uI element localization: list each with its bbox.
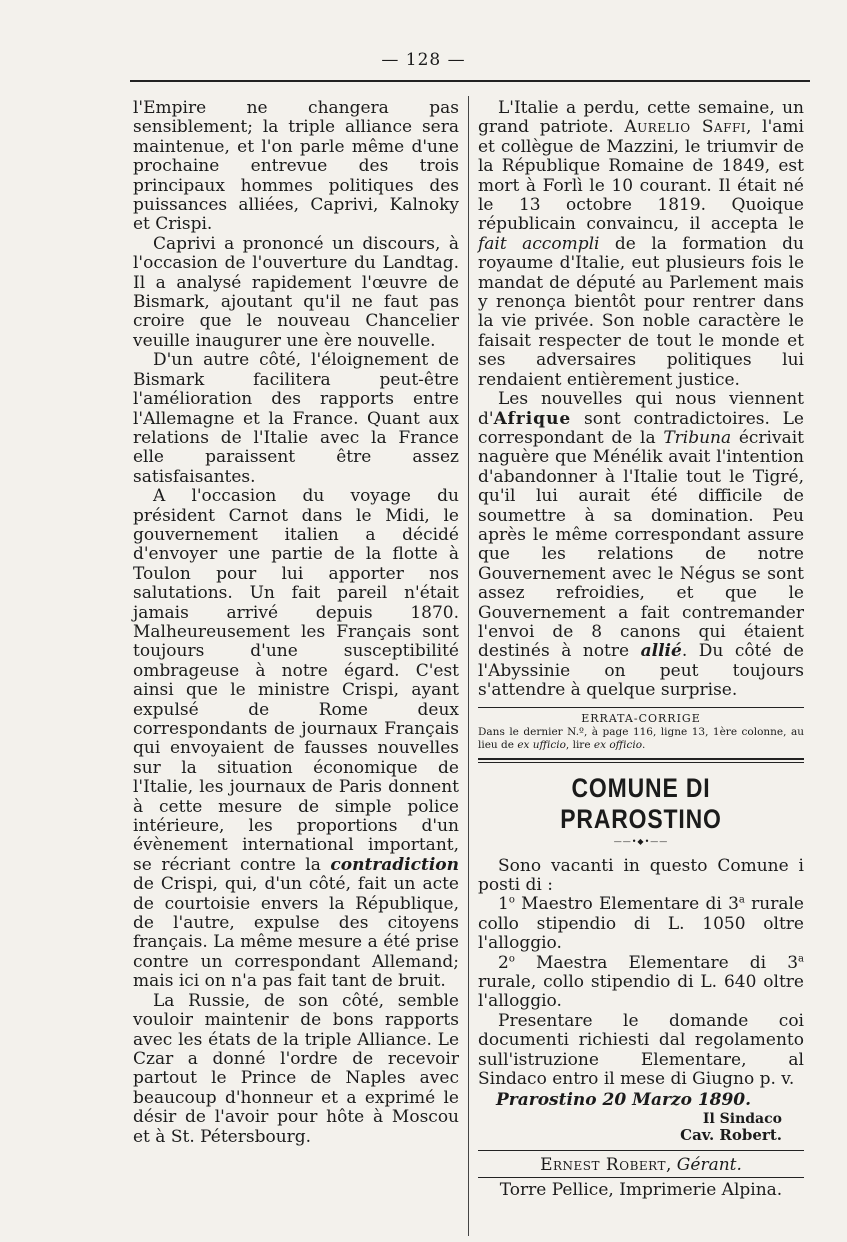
- divider: [478, 1177, 804, 1178]
- notice-intro: Sono vacanti in questo Comune i posti di :: [478, 855, 804, 895]
- paragraph-saffi: [478, 99, 804, 390]
- person-name: Aurelio Saffi: [624, 117, 747, 138]
- text-run: de la formation du royaume d'Italie, eut plusieurs fois le mandat de député au Parlement mais y renonça bientôt pour rentrer dans la vie privée. Son noble caractère le faisait respecter de tout le monde et ses adversaires politiques lui rendaient entièrement justice.: [478, 233, 805, 390]
- italic-term: fait accompli: [478, 233, 600, 254]
- italic-term: ex ufficio: [517, 738, 566, 751]
- printer-line: Torre Pellice, Imprimerie Alpina.: [499, 1179, 783, 1200]
- text-run: . Du côté de l'Abyssinie on peut toujours s'attendre à quelque surprise.: [478, 641, 804, 701]
- text-run: Dans le dernier N.º, à page 116, ligne 13, 1ère colonne, au lieu de: [478, 725, 804, 751]
- superscript: o: [508, 952, 515, 964]
- paragraph-afrique: [478, 390, 804, 701]
- page-number: — 128 —: [381, 50, 466, 70]
- column-divider: [468, 96, 469, 1236]
- superscript: o: [508, 894, 515, 906]
- divider: [478, 1150, 804, 1151]
- divider-double: [478, 758, 804, 763]
- errata-text: [478, 726, 804, 752]
- notice-post-1: [478, 895, 804, 953]
- superscript: a: [738, 894, 745, 906]
- notice-instructions: Presentare le domande coi documenti richiesti dal regolamento sull'istruzione Elementare, al Sindaco entro il mese di Giugno p. v.: [478, 1010, 804, 1090]
- notice-post-2: [478, 954, 804, 1012]
- left-column: [133, 99, 459, 1147]
- bold-term: Afrique: [493, 408, 572, 429]
- notice-title: COMUNE DI PRAROSTINO: [560, 772, 722, 834]
- paragraph-triple-alliance: l'Empire ne changera pas sensiblement; la triple alliance sera maintenue, et l'on parle même d'une prochaine entrevue des trois principaux hommes politiques des puissances alliées, Caprivi, Kalnoky et Crispi.: [133, 98, 459, 235]
- signer-name: Cav. Robert.: [680, 1125, 782, 1144]
- text-run: L'Italie a perdu, cette semaine, un grand patriote.: [478, 98, 804, 138]
- header-rule: [130, 80, 810, 82]
- text-run: 2: [498, 952, 509, 973]
- text-run: ,: [665, 1154, 677, 1175]
- errata-title: ERRATA-CORRIGE: [581, 711, 701, 725]
- text-run: 1: [498, 894, 509, 915]
- text-run: .: [642, 738, 646, 751]
- right-column: [478, 99, 804, 1200]
- superscript: a: [798, 952, 804, 964]
- paragraph-caprivi: Caprivi a prononcé un discours, à l'occasion de l'ouverture du Landtag. Il a analysé rapidement l'œuvre de Bismark, ajoutant qu'il ne faut pas croire que le nouveau Chancelier veuille inaugurer une ère nouvelle.: [133, 233, 459, 351]
- gerant-title: Gérant.: [676, 1154, 742, 1175]
- text-run: sont contradictoires. Le correspondant de la: [478, 408, 804, 448]
- place-date: Prarostino 20 Marzo 1890.: [496, 1090, 752, 1111]
- text-run: , lire: [565, 738, 594, 751]
- ornament-divider: ——•◆•——: [613, 836, 669, 846]
- paragraph-carnot: [133, 487, 459, 992]
- italic-term: contradiction: [330, 854, 459, 875]
- text-run: rurale collo stipendio di L. 1050 oltre l'alloggio.: [478, 894, 804, 954]
- italic-term: ex officio: [593, 738, 643, 751]
- text-run: , l'ami et collègue de Mazzini, le triumvir de la République Romaine de 1849, est mort à Forlì le 10 courant. Il était né le 13 octobre 1819. Quoique républicain convaincu, il accepta le: [478, 117, 804, 235]
- divider: [478, 707, 804, 708]
- gerant-name: Ernest Robert: [540, 1154, 666, 1175]
- text-run: rurale, collo stipendio di L. 640 oltre l'alloggio.: [478, 972, 804, 1012]
- paragraph-bismark: D'un autre côté, l'éloignement de Bismark facilitera peut-être l'amélioration des rapports entre l'Allemagne et la France. Quant aux relations de l'Italie avec la France elle paraissent être assez satisfaisantes.: [133, 350, 459, 487]
- signer-title: Il Sindaco: [702, 1110, 782, 1127]
- gerant-line: [478, 1155, 804, 1175]
- paragraph-russie: La Russie, de son côté, semble vouloir maintenir de bons rapports avec les états de la triple Alliance. Le Czar a donné l'ordre de recevoir partout le Prince de Naples avec beaucoup d'honneur et a exprimé le désir de l'avoir pour hôte à Moscou et à St. Pétersbourg.: [133, 990, 459, 1147]
- text-run: Les nouvelles qui nous viennent d': [478, 389, 804, 429]
- text-run: Maestra Elementare di 3: [514, 952, 799, 973]
- text-run: écrivait naguère que Ménélik avait l'intention d'abandonner à l'Italie tout le Tigré, qu'il lui aurait été difficile de soumettre à sa domination. Peu après le même correspondant assure que les relations de notre Gouvernement avec le Négus se sont assez refroidies, et que le Gouvernement a fait contremander l'envoi de 8 canons qui étaient destinés à notre: [478, 427, 805, 662]
- text-run: Maestro Elementare di 3: [514, 894, 739, 915]
- text-run: de Crispi, qui, d'un côté, fait un acte de courtoisie envers la République, de l'autre, expulse des citoyens français. La même mesure a été prise contre un correspondant Allemand; mais ici on n'a pas fait tant de bruit.: [133, 874, 459, 992]
- italic-term: Tribuna: [663, 427, 732, 448]
- italic-term: allié: [640, 641, 682, 662]
- text-run: A l'occasion du voyage du président Carnot dans le Midi, le gouvernement italien a décidé d'envoyer une partie de la flotte à Toulon pour lui apporter nos salutations. Un fait pareil n'était jamais arrivé depuis 1870. Malheureusement les Français sont toujours d'une susceptibilité ombrageuse à notre égard. C'est ainsi que le ministre Crispi, ayant expulsé de Rome deux correspondants de journaux Français qui envoyaient de fausses nouvelles sur la situation économique de l'Italie, les journaux de Paris donnent à cette mesure de simple police intérieure, les proportions d'un évènement international important, se récriant contre la: [133, 486, 459, 875]
